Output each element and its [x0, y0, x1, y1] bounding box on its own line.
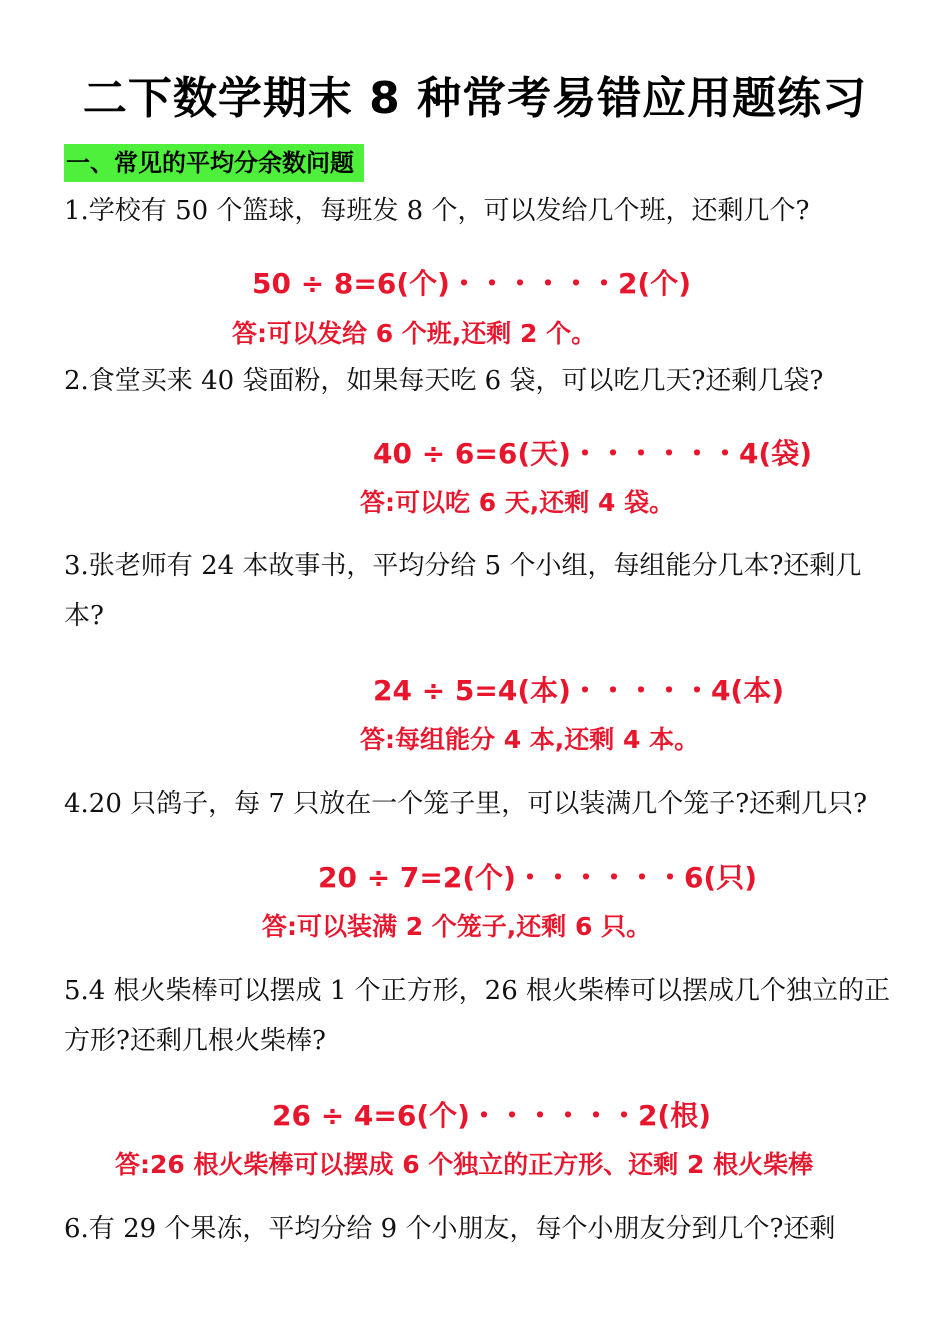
answer-4: 答:可以装满 2 个笼子,还剩 6 只。 [262, 912, 652, 941]
question-5: 5.4 根火柴棒可以摆成 1 个正方形，26 根火柴棒可以摆成几个独立的正方形?还剩几根火柴棒? [64, 976, 891, 1056]
answer-1: 答:可以发给 6 个班,还剩 2 个。 [232, 319, 597, 348]
answer-3: 答:每组能分 4 本,还剩 4 本。 [360, 725, 700, 754]
page-title: 二下数学期末 8 种常考易错应用题练习 [82, 73, 868, 124]
answer-2: 答:可以吃 6 天,还剩 4 袋。 [360, 488, 675, 517]
equation-3: 24 ÷ 5=4(本)・・・・・4(本) [373, 674, 785, 707]
equation-4: 20 ÷ 7=2(个)・・・・・・6(只) [318, 861, 758, 894]
equation-1: 50 ÷ 8=6(个)・・・・・・2(个) [252, 267, 692, 300]
question-2: 2.食堂买来 40 袋面粉，如果每天吃 6 袋，可以吃几天?还剩几袋? [64, 366, 824, 396]
question-6: 6.有 29 个果冻，平均分给 9 个小朋友，每个小朋友分到几个?还剩 [64, 1214, 836, 1244]
equation-5: 26 ÷ 4=6(个)・・・・・・2(根) [272, 1099, 712, 1132]
question-3: 3.张老师有 24 本故事书，平均分给 5 个小组，每组能分几本?还剩几本? [64, 551, 862, 631]
question-4: 4.20 只鸽子，每 7 只放在一个笼子里，可以装满几个笼子?还剩几只? [64, 789, 868, 819]
equation-2: 40 ÷ 6=6(天)・・・・・・4(袋) [373, 437, 813, 470]
question-1: 1.学校有 50 个篮球，每班发 8 个，可以发给几个班，还剩几个? [64, 196, 810, 226]
answer-5: 答:26 根火柴棒可以摆成 6 个独立的正方形、还剩 2 根火柴棒 [115, 1150, 814, 1179]
section-heading: 一、常见的平均分余数问题 [64, 144, 364, 182]
